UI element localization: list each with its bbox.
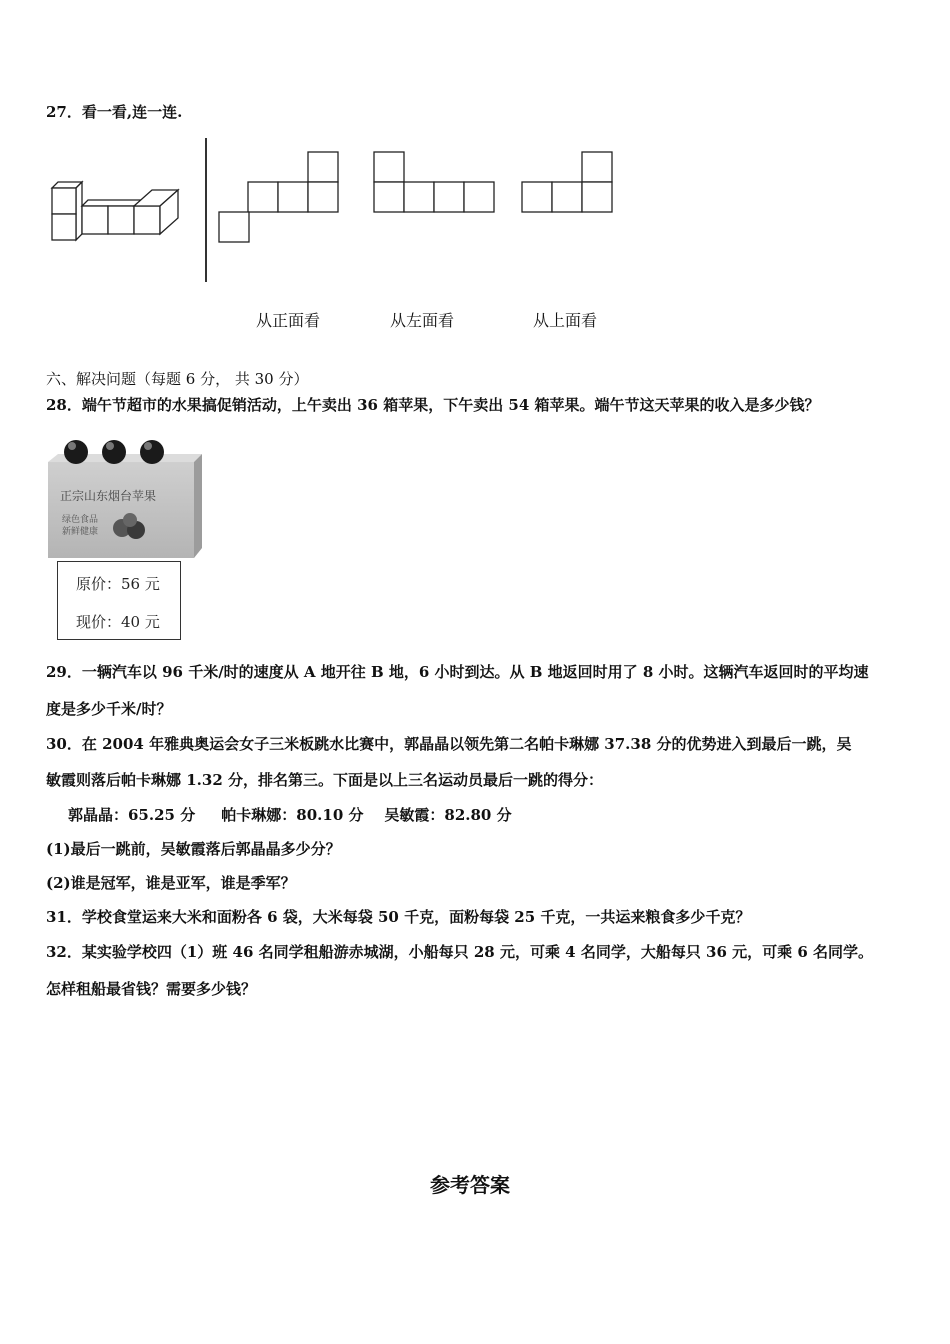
divider <box>205 138 207 282</box>
q32-line-1: 32．某实验学校四（1）班 46 名同学租船游赤城湖，小船每只 28 元，可乘 4 名同学，大船每只 36 元，可乘 6 名同学。 <box>46 943 874 961</box>
original-price: 原价：56 元 <box>76 575 160 593</box>
view-label-front: 从正面看 <box>256 311 321 330</box>
q31-text: 31．学校食堂运来大米和面粉各 6 袋，大米每袋 50 千克，面粉每袋 25 千克，一共运来粮食多少千克？ <box>46 908 751 926</box>
view-shape-2 <box>372 150 498 216</box>
answers-title: 参考答案 <box>430 1173 510 1197</box>
section-heading: 六、解决问题（每题 6 分， 共 30 分） <box>46 370 309 388</box>
view-label-left: 从左面看 <box>390 311 455 330</box>
q27-title: 27．看一看,连一连. <box>46 103 183 121</box>
q30-scores: 郭晶晶：65.25 分 帕卡琳娜：80.10 分 吴敏霞：82.80 分 <box>68 806 512 824</box>
q29-line-1: 29．一辆汽车以 96 千米/时的速度从 A 地开往 B 地，6 小时到达。从 B 地返回时用了 8 小时。这辆汽车返回时的平均速 <box>46 663 869 681</box>
box-brand: 正宗山东烟台苹果 <box>60 489 157 503</box>
q30-line-1: 30．在 2004 年雅典奥运会女子三米板跳水比赛中，郭晶晶以领先第二名帕卡琳娜 37.38 分的优势进入到最后一跳，吴 <box>46 735 852 753</box>
view-shape-3 <box>520 150 616 216</box>
q28-text: 28．端午节超市的水果搞促销活动，上午卖出 36 箱苹果，下午卖出 54 箱苹果。端午节这天苹果的收入是多少钱？ <box>46 396 820 414</box>
q30-line-2: 敏霞则落后帕卡琳娜 1.32 分，排名第三。下面是以上三名运动员最后一跳的得分： <box>46 771 603 789</box>
q32-line-2: 怎样租船最省钱？需要多少钱？ <box>46 980 257 998</box>
box-sub-1: 绿色食品 <box>62 515 99 525</box>
q30-sub-2: (2)谁是冠军，谁是亚军，谁是季军？ <box>46 874 296 892</box>
view-shape-1 <box>218 150 342 244</box>
q29-line-2: 度是多少千米/时？ <box>46 700 172 718</box>
q30-sub-1: (1)最后一跳前，吴敏霞落后郭晶晶多少分？ <box>46 840 341 858</box>
box-sub-2: 新鲜健康 <box>62 527 99 537</box>
current-price: 现价：40 元 <box>76 613 160 631</box>
cube-figure <box>48 178 188 248</box>
view-label-top: 从上面看 <box>533 311 598 330</box>
